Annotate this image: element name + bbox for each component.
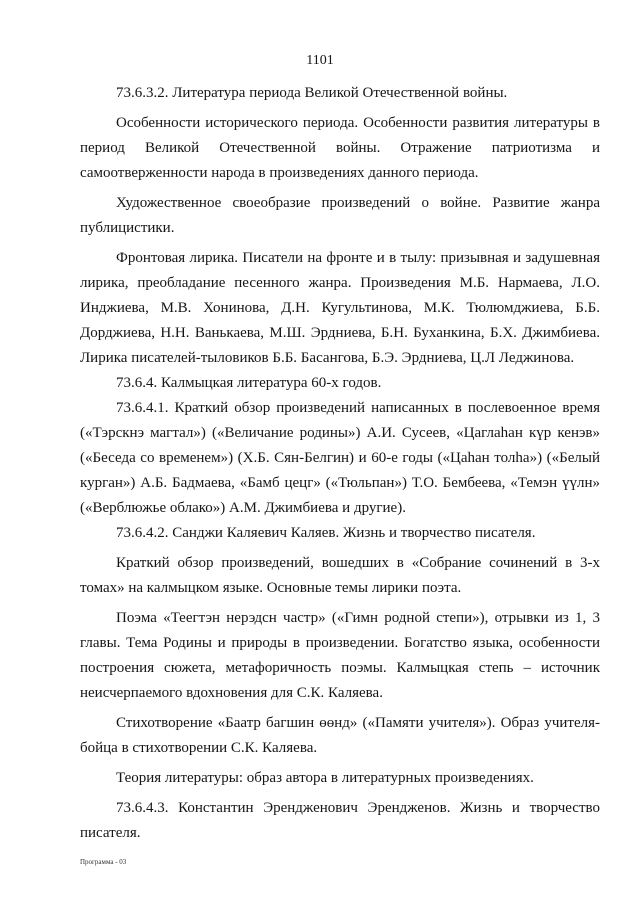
paragraph-historical-period: Особенности исторического периода. Особенности развития литературы в период Великой Отечественной войны. Отражение патриотизма и самоотверженности народа в произведениях данного периода. (80, 115, 600, 181)
paragraph-artistic-originality: Художественное своеобразие произведений о войне. Развитие жанра публицистики. (80, 195, 600, 236)
heading-73-6-3-2: 73.6.3.2. Литература периода Великой Отечественной войны. (116, 85, 508, 101)
paragraph-collected-works: Краткий обзор произведений, вошедших в «Собрание сочинений в 3-х томах» на калмыцком языке. Основные темы лирики поэта. (80, 555, 600, 596)
page-number: 1101 (306, 53, 334, 68)
footer-label: Программа - 03 (80, 858, 127, 866)
body-text (80, 81, 600, 846)
heading-73-6-4-2: 73.6.4.2. Санджи Каляевич Каляев. Жизнь и творчество писателя. (116, 525, 536, 541)
heading-73-6-4: 73.6.4. Калмыцкая литература 60-х годов. (116, 375, 382, 391)
paragraph-73-6-4-1: 73.6.4.1. Краткий обзор произведений написанных в послевоенное время («Тэрскнэ магтал») («Величание родины») А.И. Сусеев, «Цаглаһан күр кенэв» («Беседа со временем») (Х.Б. Сян-Белгин) и 60-е годы («Цаһан толһа») («Белый курган») А.Б. Бадмаева, «Бамб цецг» («Тюльпан») Т.О. Бембеева, «Темэн үүлн» («Верблюжье облако») А.М. Джимбиева и другие). (80, 400, 600, 516)
paragraph-literary-theory: Теория литературы: образ автора в литературных произведениях. (116, 770, 534, 786)
paragraph-poem-hymn: Поэма «Теегтэн нерэдсн частр» («Гимн родной степи»), отрывки из 1, 3 главы. Тема Родины и природы в произведении. Богатство языка, особенности построения сюжета, метафоричность поэмы. Калмыцкая степь – источник неисчерпаемого вдохновения для С.К. Каляева. (80, 610, 600, 701)
heading-73-6-4-3: 73.6.4.3. Константин Эрендженович Эрендженов. Жизнь и творчество писателя. (80, 800, 600, 841)
paragraph-poem-teacher: Стихотворение «Баатр багшин өөнд» («Памяти учителя»). Образ учителя-бойца в стихотворении С.К. Каляева. (80, 715, 600, 756)
paragraph-front-lyrics: Фронтовая лирика. Писатели на фронте и в тылу: призывная и задушевная лирика, преобладание песенного жанра. Произведения М.Б. Нармаева, Л.О. Инджиева, М.В. Хонинова, Д.Н. Кугультинова, М.К. Тюлюмджиева, Б.Б. Дорджиева, Н.Н. Ванькаева, М.Ш. Эрдниева, Б.Н. Буханкина, Б.Х. Джимбиева. Лирика писателей-тыловиков Б.Б. Басангова, Б.Э. Эрдниева, Ц.Л Леджинова. (80, 250, 600, 366)
